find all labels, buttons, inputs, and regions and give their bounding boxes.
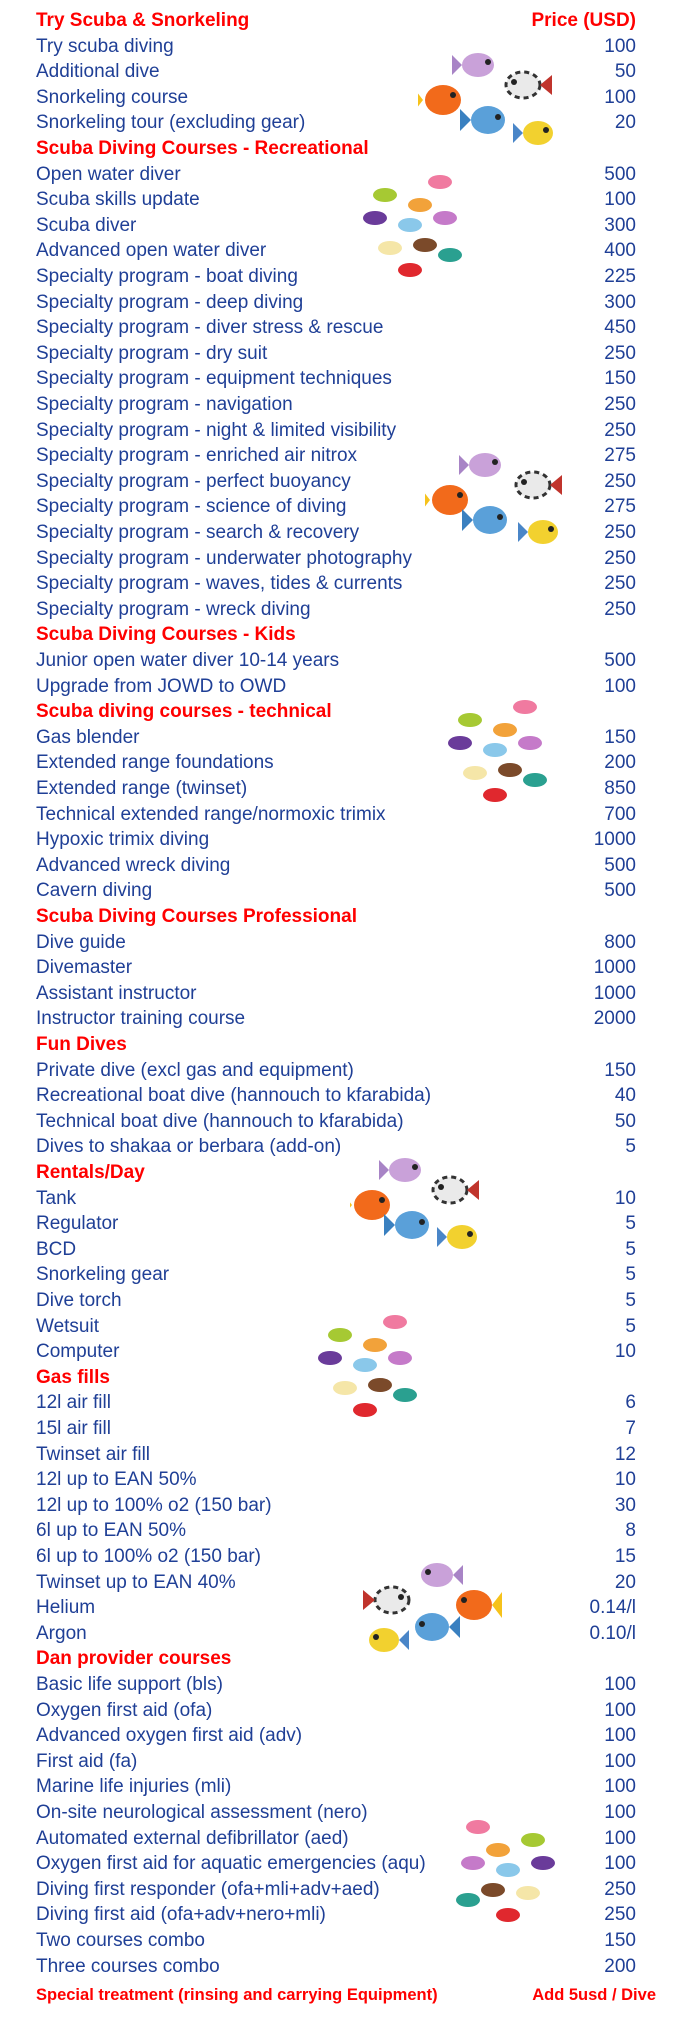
item-name: Technical extended range/normoxic trimix [36, 803, 386, 825]
item-price: 100 [604, 1802, 636, 1823]
item-price: 250 [604, 394, 636, 415]
list-item [36, 290, 636, 316]
item-name: Snorkeling tour (excluding gear) [36, 112, 306, 134]
item-price: 300 [604, 214, 636, 236]
item-name: Specialty program - dry suit [36, 342, 268, 364]
item-price: 1000 [593, 829, 636, 851]
item-price: 100 [604, 86, 636, 108]
item-price: 200 [604, 1955, 636, 1977]
list-item [36, 1518, 636, 1544]
list-item [36, 238, 636, 264]
list-item [36, 955, 636, 981]
item-price: 5 [625, 1238, 636, 1260]
item-price: 10 [614, 1469, 636, 1491]
item-name: Dive guide [36, 931, 126, 953]
item-price: 250 [604, 1904, 636, 1926]
item-price: 150 [604, 726, 636, 748]
fish-school-icon [362, 1555, 502, 1660]
section-title: Scuba Diving Courses - Recreational [36, 138, 369, 159]
section-heading-scuba-diving-courses-professional [36, 904, 636, 930]
item-name: Tank [36, 1187, 77, 1209]
item-name: Diving first aid (ofa+adv+nero+mli) [36, 1904, 326, 1926]
item-price: 500 [604, 650, 636, 671]
item-name: Specialty program - wreck diving [36, 598, 311, 620]
list-item [36, 930, 636, 956]
section-title: Dan provider courses [36, 1648, 232, 1670]
item-name: Three courses combo [36, 1955, 220, 1977]
list-item [36, 392, 636, 418]
item-name: Technical boat dive (hannouch to kfarabida) [36, 1110, 404, 1132]
list-item [36, 418, 636, 444]
item-price: 250 [604, 598, 636, 620]
item-price: 100 [604, 35, 636, 57]
item-price: 500 [604, 854, 636, 876]
list-item [36, 315, 636, 341]
item-name: Extended range foundations [36, 752, 274, 774]
fish-school-icon [448, 1815, 558, 1930]
item-price: 250 [604, 1878, 636, 1900]
list-item [36, 187, 636, 213]
section-heading-rentals-day [36, 1160, 636, 1186]
item-price: 12 [614, 1443, 636, 1465]
item-name: Specialty program - enriched air nitrox [36, 445, 358, 467]
list-item [36, 264, 636, 290]
item-price: 250 [604, 419, 636, 441]
list-item [36, 597, 636, 623]
item-price: 30 [614, 1494, 636, 1516]
item-name: Specialty program - science of diving [36, 496, 347, 518]
fish-school-icon [418, 45, 568, 155]
item-name: Oxygen first aid for aquatic emergencies (aqu) [36, 1853, 426, 1875]
item-price: 100 [604, 1750, 636, 1772]
item-price: 500 [604, 163, 636, 185]
item-name: Wetsuit [36, 1315, 100, 1337]
section-heading-try-scuba-snorkeling [36, 8, 636, 34]
list-item [36, 1134, 636, 1160]
list-item [36, 853, 636, 879]
item-price: 20 [614, 1571, 636, 1593]
item-price: 250 [604, 573, 636, 595]
item-price: 275 [604, 445, 636, 467]
item-name: Diving first responder (ofa+mli+adv+aed) [36, 1878, 380, 1900]
item-price: 10 [614, 1341, 636, 1363]
item-name: Recreational boat dive (hannouch to kfarabida) [36, 1085, 432, 1107]
item-price: 5 [625, 1213, 636, 1235]
item-name: Extended range (twinset) [36, 778, 248, 799]
item-name: Regulator [36, 1213, 119, 1235]
item-price: 7 [625, 1418, 636, 1439]
price-column-header: Price (USD) [531, 10, 636, 31]
fish-school-icon [360, 170, 470, 285]
item-price: 40 [614, 1085, 636, 1107]
item-price: 200 [604, 752, 636, 774]
item-name: Advanced oxygen first aid (adv) [36, 1725, 303, 1747]
item-name: Scuba skills update [36, 189, 200, 211]
item-name: Try scuba diving [36, 35, 174, 57]
list-item [36, 1595, 636, 1621]
item-name: Hypoxic trimix diving [36, 829, 210, 851]
item-name: Two courses combo [36, 1930, 205, 1951]
section-title: Scuba diving courses - technical [36, 701, 332, 723]
list-item [36, 1237, 636, 1263]
list-item [36, 1928, 636, 1954]
item-price: 100 [604, 675, 636, 697]
item-price: 100 [604, 189, 636, 211]
item-price: 150 [604, 1930, 636, 1951]
item-price: 100 [604, 1725, 636, 1747]
item-price: 800 [604, 931, 636, 953]
item-price: 20 [614, 112, 636, 134]
item-name: First aid (fa) [36, 1750, 138, 1772]
item-name: Instructor training course [36, 1008, 246, 1030]
list-item [36, 648, 636, 674]
item-price: 500 [604, 880, 636, 902]
item-name: Upgrade from JOWD to OWD [36, 675, 287, 697]
item-price: 1000 [593, 957, 636, 979]
item-price: 450 [604, 317, 636, 339]
item-name: Basic life support (bls) [36, 1674, 223, 1695]
item-name: Advanced wreck diving [36, 854, 231, 876]
item-name: Oxygen first aid (ofa) [36, 1699, 213, 1721]
item-price: 250 [604, 470, 636, 492]
item-price: 0.10/l [589, 1622, 636, 1644]
item-price: 5 [625, 1290, 636, 1311]
section-heading-dan-provider-courses [36, 1646, 636, 1672]
list-item [36, 1211, 636, 1237]
section-heading-scuba-diving-courses-kids [36, 622, 636, 648]
list-item [36, 1672, 636, 1698]
list-item [36, 1749, 636, 1775]
item-name: Dive torch [36, 1290, 122, 1311]
item-name: Divemaster [36, 957, 133, 979]
item-name: Specialty program - diver stress & rescue [36, 317, 384, 339]
item-price: 150 [604, 368, 636, 390]
item-name: 12l up to EAN 50% [36, 1469, 197, 1491]
item-name: Dives to shakaa or berbara (add-on) [36, 1136, 342, 1158]
item-price: 250 [604, 522, 636, 543]
list-item [36, 827, 636, 853]
list-item [36, 1621, 636, 1647]
item-price: 225 [604, 266, 636, 287]
special-treatment-price: Add 5usd / Dive [532, 1986, 656, 2004]
item-name: Twinset up to EAN 40% [36, 1571, 236, 1593]
section-title: Rentals/Day [36, 1162, 145, 1183]
list-item [36, 1109, 636, 1135]
item-price: 250 [604, 342, 636, 364]
item-price: 50 [614, 1110, 636, 1132]
item-name: Helium [36, 1597, 96, 1619]
item-price: 15 [614, 1546, 636, 1567]
item-price: 0.14/l [589, 1597, 636, 1619]
section-heading-fun-dives [36, 1032, 636, 1058]
item-price: 2000 [593, 1008, 636, 1030]
item-name: Snorkeling gear [36, 1264, 170, 1286]
special-treatment-note [36, 1983, 656, 2007]
list-item [36, 981, 636, 1007]
fish-school-icon [350, 1155, 490, 1260]
list-item [36, 878, 636, 904]
list-item [36, 1774, 636, 1800]
list-item [36, 1006, 636, 1032]
item-name: 6l up to 100% o2 (150 bar) [36, 1546, 261, 1567]
section-title: Scuba Diving Courses - Kids [36, 624, 296, 646]
list-item [36, 366, 636, 392]
list-item [36, 162, 636, 188]
item-name: Private dive (excl gas and equipment) [36, 1059, 354, 1081]
item-name: Computer [36, 1341, 120, 1363]
item-name: 6l up to EAN 50% [36, 1520, 186, 1542]
item-price: 10 [614, 1187, 636, 1209]
item-price: 700 [604, 803, 636, 825]
item-name: Additional dive [36, 61, 160, 83]
item-name: Specialty program - underwater photography [36, 547, 412, 569]
item-price: 100 [604, 1674, 636, 1695]
list-item [36, 1186, 636, 1212]
item-name: 15l air fill [36, 1418, 111, 1439]
item-name: Cavern diving [36, 880, 153, 902]
item-name: Specialty program - navigation [36, 394, 293, 415]
item-name: 12l up to 100% o2 (150 bar) [36, 1494, 272, 1516]
item-name: Specialty program - boat diving [36, 266, 298, 287]
fish-school-icon [445, 695, 555, 810]
item-price: 100 [604, 1827, 636, 1849]
item-price: 100 [604, 1776, 636, 1798]
list-item [36, 1570, 636, 1596]
list-item [36, 1698, 636, 1724]
list-item [36, 1467, 636, 1493]
list-item [36, 1058, 636, 1084]
item-name: BCD [36, 1238, 77, 1260]
item-name: Scuba diver [36, 214, 137, 236]
item-name: 12l air fill [36, 1392, 111, 1414]
item-name: Specialty program - equipment techniques [36, 368, 392, 390]
item-price: 8 [625, 1520, 636, 1542]
item-price: 250 [604, 547, 636, 569]
item-name: Gas blender [36, 726, 140, 748]
item-price: 850 [604, 778, 636, 799]
item-name: Twinset air fill [36, 1443, 151, 1465]
item-name: Open water diver [36, 163, 181, 185]
list-item [36, 1083, 636, 1109]
item-price: 100 [604, 1853, 636, 1875]
list-item [36, 1954, 636, 1980]
item-price: 1000 [593, 982, 636, 1004]
section-title: Try Scuba & Snorkeling [36, 10, 250, 31]
item-name: Specialty program - waves, tides & currents [36, 573, 403, 595]
item-name: Specialty program - search & recovery [36, 522, 360, 543]
item-price: 150 [604, 1059, 636, 1081]
item-price: 100 [604, 1699, 636, 1721]
section-title: Fun Dives [36, 1034, 127, 1055]
list-item [36, 1544, 636, 1570]
item-name: Specialty program - night & limited visibility [36, 419, 397, 441]
section-title: Scuba Diving Courses Professional [36, 906, 357, 927]
list-item [36, 571, 636, 597]
item-name: On-site neurological assessment (nero) [36, 1802, 368, 1823]
fish-school-icon [425, 450, 575, 560]
list-item [36, 1262, 636, 1288]
item-price: 300 [604, 291, 636, 313]
list-item [36, 341, 636, 367]
item-price: 6 [625, 1392, 636, 1414]
list-item [36, 1442, 636, 1468]
item-name: Automated external defibrillator (aed) [36, 1827, 349, 1849]
list-item [36, 213, 636, 239]
item-price: 50 [614, 61, 636, 83]
item-price: 400 [604, 240, 636, 262]
item-price: 5 [625, 1136, 636, 1158]
list-item [36, 1723, 636, 1749]
list-item [36, 1493, 636, 1519]
item-name: Assistant instructor [36, 982, 197, 1004]
item-price: 5 [625, 1264, 636, 1286]
item-name: Marine life injuries (mli) [36, 1776, 232, 1798]
item-name: Snorkeling course [36, 86, 189, 108]
item-name: Argon [36, 1622, 87, 1644]
item-name: Specialty program - deep diving [36, 291, 304, 313]
item-name: Advanced open water diver [36, 240, 267, 262]
item-name: Specialty program - perfect buoyancy [36, 470, 351, 492]
fish-school-icon [315, 1310, 425, 1425]
section-title: Gas fills [36, 1366, 110, 1388]
item-price: 5 [625, 1315, 636, 1337]
special-treatment-label: Special treatment (rinsing and carrying Equipment) [36, 1986, 438, 2004]
item-name: Junior open water diver 10-14 years [36, 650, 340, 671]
item-price: 275 [604, 496, 636, 518]
